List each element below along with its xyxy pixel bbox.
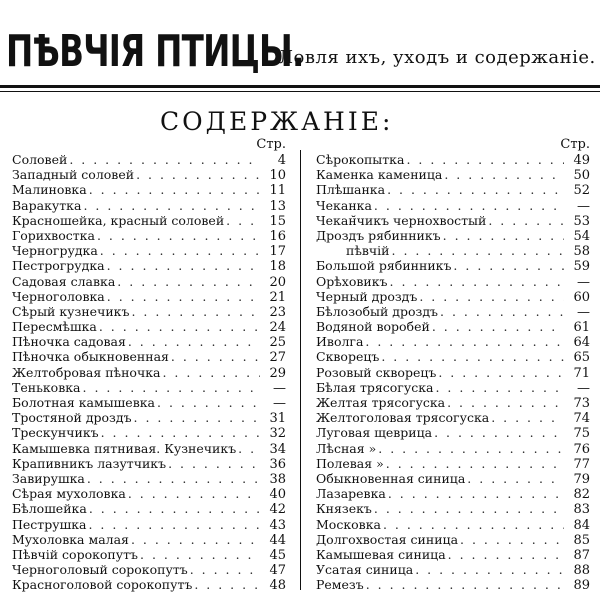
entry-title: Черноголовый сорокопутъ (12, 562, 188, 578)
entry-page-number: 47 (269, 563, 286, 578)
entry-page-number: 64 (573, 335, 590, 350)
entry-title: Желтая трясогуска (316, 395, 446, 410)
contents-entry (316, 258, 590, 273)
entry-page-number: 32 (269, 426, 286, 441)
leader-dots (100, 243, 260, 258)
entry-page-number: 84 (573, 517, 590, 532)
leader-dots (374, 198, 564, 213)
contents-entry (12, 289, 286, 304)
leader-dots (406, 152, 564, 167)
contents-entry (12, 410, 286, 425)
column-divider (300, 150, 301, 590)
entry-page-number: 4 (277, 153, 286, 168)
leader-dots (366, 577, 564, 592)
contents-entry (12, 456, 286, 471)
entry-page-number: 59 (573, 259, 590, 274)
entry-title: Камышевка пятнивая. Кузнечикъ (12, 440, 237, 456)
contents-entry (316, 562, 590, 577)
leader-dots (488, 213, 564, 228)
contents-entry (316, 486, 590, 501)
entry-title: Варакутка (12, 197, 82, 213)
contents-entry (316, 289, 590, 304)
entry-title: Тростяной дроздъ (12, 410, 132, 426)
contents-entry (12, 213, 286, 228)
contents-entry (12, 152, 286, 167)
book-title: ПѢВЧІЯ ПТИЦЫ. (6, 26, 304, 77)
entry-title: Горихвостка (12, 227, 95, 243)
entry-title: Мухоловка малая (12, 531, 129, 547)
entry-page-number: 38 (269, 471, 286, 487)
contents-entry (316, 334, 590, 349)
entry-page-number: 31 (269, 411, 286, 426)
leader-dots (374, 501, 564, 516)
entry-page-number: — (577, 304, 590, 320)
leader-dots (392, 243, 565, 258)
contents-entry (12, 365, 286, 380)
entry-title: Розовый скворецъ (316, 364, 437, 380)
leader-dots (128, 334, 260, 349)
contents-entry (316, 471, 590, 486)
entry-title: Желтоголовая трясогуска (316, 410, 490, 426)
entry-page-number: 17 (269, 244, 286, 259)
leader-dots (226, 213, 260, 228)
entry-page-number: 11 (269, 183, 286, 198)
contents-entry (12, 258, 286, 273)
leader-dots (131, 532, 260, 547)
entry-page-number: 58 (573, 244, 590, 259)
leader-dots (128, 486, 260, 501)
entry-page-number: 73 (573, 396, 590, 411)
entry-title: Завирушка (12, 470, 85, 486)
header-rule-thick (0, 85, 600, 88)
contents-entry (12, 425, 286, 440)
leader-dots (157, 395, 260, 410)
entry-title: Пѣночка обыкновенная (12, 349, 169, 365)
entry-title: Чекан̆чикъ черноxвостый (316, 212, 487, 228)
contents-entry (12, 486, 286, 501)
contents-entry (12, 274, 286, 289)
contents-entry (12, 532, 286, 547)
contents-entry (316, 243, 590, 258)
contents-entry (12, 501, 286, 516)
contents-entry (316, 517, 590, 532)
contents-entry (12, 167, 286, 182)
entry-page-number: 23 (269, 304, 286, 320)
entry-page-number: 52 (573, 183, 590, 198)
leader-dots (140, 547, 260, 562)
entry-title: Красноголовой сорокопутъ (12, 577, 193, 593)
entry-page-number: — (577, 380, 590, 395)
entry-page-number: 65 (573, 350, 590, 365)
entry-page-number: 27 (269, 350, 286, 365)
leader-dots (190, 562, 260, 577)
entry-title: Крапивникъ лазутчикъ (12, 455, 167, 471)
leader-dots (434, 425, 564, 440)
entry-page-number: 36 (269, 456, 286, 471)
entry-title: Пеструшка (12, 516, 87, 532)
leader-dots (134, 410, 260, 425)
leader-dots (89, 501, 260, 516)
entry-page-number: 21 (269, 289, 286, 304)
contents-entry (316, 228, 590, 243)
entry-title: Долгохвостая синица (316, 531, 459, 547)
contents-column-right (316, 138, 590, 592)
contents-entry (316, 349, 590, 364)
contents-entry (316, 304, 590, 319)
leader-dots (387, 182, 564, 197)
contents-entry (12, 547, 286, 562)
entry-title: Малиновка (12, 182, 87, 198)
book-subtitle: Ловля ихъ, уходъ и содержаніе. (278, 47, 596, 68)
entry-title: Бѣлошейка (12, 501, 87, 517)
leader-dots (88, 517, 260, 532)
entry-title: Чеканка (316, 197, 372, 213)
leader-dots (491, 410, 564, 425)
entry-page-number: — (273, 380, 286, 395)
leader-dots (432, 319, 564, 334)
entry-page-number: 49 (573, 153, 590, 168)
entry-title: Пересмѣшка (12, 319, 97, 335)
entry-page-number: 13 (269, 198, 286, 213)
entry-title: Садовая славка (12, 273, 116, 289)
entry-title: Водяной воробей (316, 319, 430, 335)
entry-page-number: 50 (573, 168, 590, 183)
contents-entry (12, 319, 286, 334)
contents-column-left (12, 138, 286, 592)
contents-entry (316, 182, 590, 197)
leader-dots (447, 395, 564, 410)
entry-page-number: — (273, 396, 286, 411)
entry-title: Болотная камышевка (12, 395, 155, 410)
entry-page-number: — (577, 274, 590, 289)
contents-entry (316, 213, 590, 228)
contents-entry (12, 334, 286, 349)
leader-dots (415, 562, 564, 577)
contents-entry (316, 410, 590, 425)
leader-dots (83, 198, 260, 213)
entry-page-number: 42 (269, 502, 286, 517)
entry-page-number: 89 (573, 578, 590, 593)
leader-dots (238, 441, 260, 456)
entry-page-number: 77 (573, 456, 590, 471)
entry-title: Иволга (316, 334, 364, 350)
leader-dots (99, 319, 260, 334)
entry-page-number: 24 (269, 320, 286, 335)
contents-entry (12, 198, 286, 213)
entry-page-number: 85 (573, 532, 590, 547)
entry-page-number: 48 (269, 578, 286, 593)
contents-entry (316, 274, 590, 289)
page-header (0, 0, 600, 96)
contents-entry (12, 228, 286, 243)
entry-title: Пѣночка садовая (12, 334, 126, 350)
leader-dots (383, 517, 564, 532)
leader-dots (101, 425, 260, 440)
entry-title: Лазаревка (316, 486, 386, 502)
entry-title: Черногрудка (12, 243, 98, 259)
leader-dots (107, 258, 260, 273)
entry-page-number: 79 (573, 471, 590, 487)
leader-dots (438, 365, 564, 380)
contents-entry (12, 395, 286, 410)
leader-dots (107, 289, 260, 304)
entry-title: Обыкновенная синица (316, 470, 466, 486)
entry-title: Скворецъ (316, 349, 380, 365)
entry-title: Соловей (12, 152, 68, 167)
leader-dots (365, 334, 564, 349)
entry-page-number: 18 (269, 259, 286, 274)
contents-entry (316, 395, 590, 410)
entry-page-number: 25 (269, 335, 286, 350)
contents-entry (12, 349, 286, 364)
entry-page-number: 40 (269, 487, 286, 502)
leader-dots (171, 349, 260, 364)
entry-page-number: 10 (269, 168, 286, 183)
page-column-header: Стр. (560, 137, 590, 152)
leader-dots (444, 167, 564, 182)
contents-entry (316, 365, 590, 380)
contents-entry (316, 152, 590, 167)
header-rule-thin (0, 91, 600, 92)
entry-page-number: 75 (573, 426, 590, 441)
leader-dots (419, 289, 564, 304)
contents-entry (316, 319, 590, 334)
entry-title: Дроздъ рябинникъ (316, 227, 441, 243)
entry-page-number: 20 (269, 274, 286, 289)
contents-entry (316, 532, 590, 547)
contents-entry (316, 441, 590, 456)
entry-title: Бѣлая трясогуска (316, 379, 434, 395)
entry-page-number: 76 (573, 441, 590, 456)
contents-entry (12, 562, 286, 577)
leader-dots (440, 304, 564, 319)
entry-page-number: 61 (573, 320, 590, 335)
entry-title: Луговая щеврица (316, 425, 433, 441)
entry-page-number: 29 (269, 365, 286, 380)
entry-title: Большой рябинникъ (316, 258, 452, 274)
entry-title: Орѣховикъ (316, 273, 388, 289)
entry-page-number: 34 (269, 441, 286, 456)
contents-entry (12, 243, 286, 258)
entry-page-number: 43 (269, 517, 286, 532)
entry-page-number: 15 (269, 213, 286, 228)
contents-entry (12, 577, 286, 592)
leader-dots (97, 228, 260, 243)
entry-title: Красношейка, красный соловей (12, 212, 225, 228)
entry-page-number: 45 (269, 547, 286, 563)
contents-entry (12, 380, 286, 395)
entry-title: Каменка каменица (316, 167, 443, 183)
entry-page-number: 71 (573, 365, 590, 380)
contents-entry (12, 304, 286, 319)
entry-title: Князекъ (316, 501, 372, 517)
entry-title: Черный дроздъ (316, 288, 418, 304)
entry-title: Полевая » (316, 455, 384, 471)
entry-title: Сѣрокопытка (316, 152, 405, 167)
leader-dots (386, 456, 564, 471)
leader-dots (381, 349, 564, 364)
entry-page-number: 53 (573, 213, 590, 228)
leader-dots (194, 577, 260, 592)
entry-title: Плѣшанка (316, 182, 386, 198)
leader-dots (388, 486, 564, 501)
entry-title: Ремезъ (316, 577, 364, 593)
leader-dots (390, 274, 565, 289)
leader-dots (131, 304, 260, 319)
contents-entry (316, 501, 590, 516)
leader-dots (162, 365, 260, 380)
contents-entry (12, 517, 286, 532)
leader-dots (453, 258, 564, 273)
entry-page-number: 74 (573, 411, 590, 426)
entry-title: Камышевая синица (316, 546, 446, 562)
entry-page-number: 60 (573, 289, 590, 304)
entry-title: пѣвчій (346, 243, 390, 259)
leader-dots (443, 228, 564, 243)
entry-page-number: 16 (269, 228, 286, 244)
entry-page-number: 83 (573, 502, 590, 517)
entry-page-number: 44 (269, 532, 286, 547)
contents-entry (316, 456, 590, 471)
entry-title: Бѣлозобый дроздъ (316, 303, 439, 319)
leader-dots (136, 167, 260, 182)
contents-entry (316, 547, 590, 562)
entry-title: Черноголовка (12, 288, 105, 304)
leader-dots (467, 471, 564, 486)
leader-dots (117, 274, 260, 289)
entry-page-number: — (577, 198, 590, 213)
page-column-header: Стр. (256, 137, 286, 152)
contents-entry (316, 198, 590, 213)
contents-entry (12, 182, 286, 197)
leader-dots (83, 380, 260, 395)
entry-title: Желтобровая пѣночка (12, 364, 161, 380)
contents-heading: СОДЕРЖАНІЕ: (160, 107, 394, 136)
entry-page-number: 54 (573, 228, 590, 244)
entry-title: Усатая синица (316, 562, 414, 578)
leader-dots (448, 547, 564, 562)
contents-entry (12, 471, 286, 486)
entry-title: Московка (316, 516, 381, 532)
leader-dots (435, 380, 564, 395)
entry-page-number: 87 (573, 547, 590, 563)
contents-entry (316, 425, 590, 440)
leader-dots (168, 456, 260, 471)
contents-entry (316, 380, 590, 395)
leader-dots (87, 471, 260, 486)
entry-title: Пѣвчій сорокопутъ (12, 546, 138, 562)
leader-dots (460, 532, 564, 547)
entry-title: Лѣсная » (316, 440, 377, 456)
entry-title: Пестрогрудка (12, 258, 105, 274)
leader-dots (69, 152, 260, 167)
entry-title: Западный соловей (12, 167, 135, 183)
leader-dots (89, 182, 260, 197)
entry-title: Трескунчикъ (12, 425, 99, 441)
leader-dots (378, 441, 564, 456)
entry-title: Теньковка (12, 379, 81, 395)
contents-entry (12, 441, 286, 456)
entry-title: Сѣрая мухоловка (12, 486, 126, 502)
contents-entry (316, 577, 590, 592)
entry-page-number: 88 (573, 563, 590, 578)
entry-page-number: 82 (573, 487, 590, 502)
entry-title: Сѣрый кузнечикъ (12, 303, 130, 319)
contents-entry (316, 167, 590, 182)
